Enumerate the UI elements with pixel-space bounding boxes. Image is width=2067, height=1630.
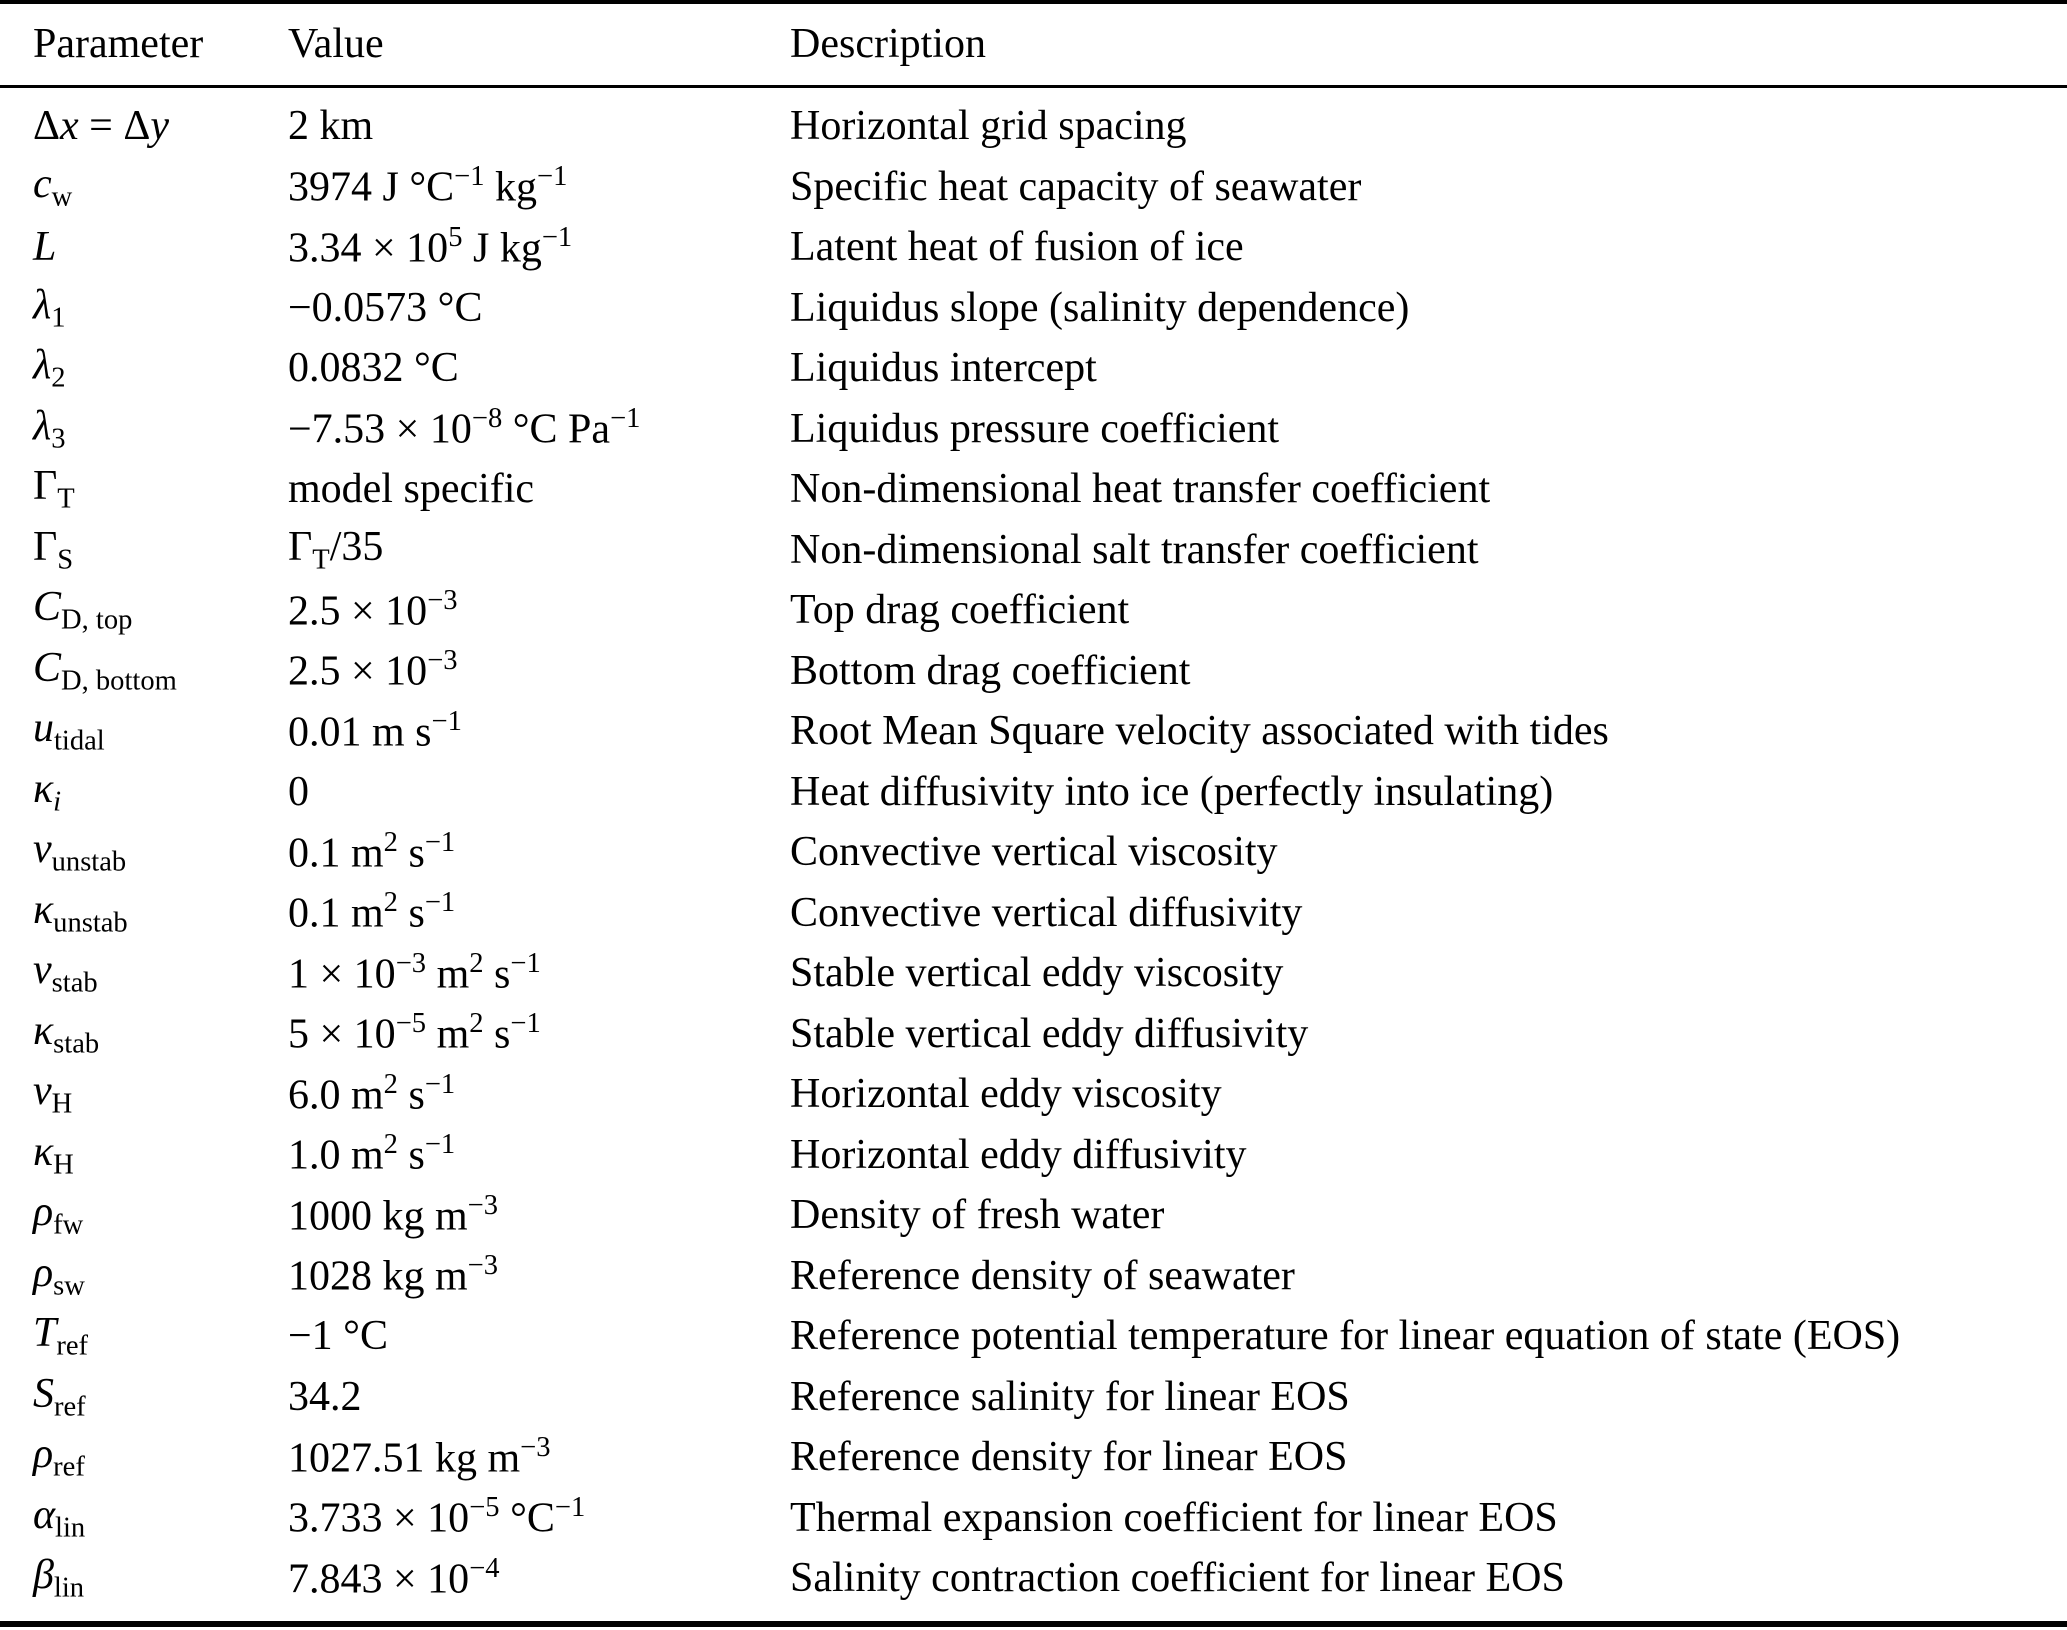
param-cell: $\Gamma_S$: [33, 523, 74, 576]
param-cell: $C_{D, bottom}$: [33, 644, 177, 697]
description-cell: Density of fresh water: [790, 1192, 1165, 1239]
description-cell: Salinity contraction coefficient for linear EOS: [790, 1555, 1565, 1602]
table-row: [0, 520, 2067, 581]
table-row: [0, 883, 2067, 944]
param-cell: $\rho_{ref}$: [33, 1431, 85, 1484]
description-cell: Reference density for linear EOS: [790, 1434, 1348, 1481]
param-cell: $\nu_H$: [33, 1068, 73, 1121]
value-cell: 1.0 $m^2$ $s^{-1}$: [288, 1129, 456, 1180]
value-cell: $7.843 \times 10^{-4}$: [288, 1552, 500, 1603]
param-cell: $S_{ref}$: [33, 1370, 86, 1423]
value-cell: 0: [288, 768, 309, 815]
value-cell: 0.1 $m^2$ $s^{-1}$: [288, 887, 456, 938]
table-row: [0, 641, 2067, 702]
description-cell: Specific heat capacity of seawater: [790, 163, 1362, 210]
value-cell: 34.2: [288, 1373, 362, 1420]
value-cell: $5 \times 10^{-5}$ $m^2$ $s^{-1}$: [288, 1008, 541, 1059]
description-cell: Liquidus slope (salinity dependence): [790, 284, 1410, 331]
description-cell: Reference density of seawater: [790, 1252, 1295, 1299]
description-cell: Convective vertical viscosity: [790, 829, 1278, 876]
table-row: [0, 1427, 2067, 1488]
param-cell: L: [33, 224, 57, 271]
param-cell: $\lambda_3$: [33, 402, 66, 455]
description-cell: Convective vertical diffusivity: [790, 889, 1303, 936]
param-cell: $\lambda_1$: [33, 281, 66, 334]
param-cell: $T_{ref}$: [33, 1310, 89, 1363]
description-cell: Stable vertical eddy viscosity: [790, 950, 1284, 997]
param-cell: $\rho_{sw}$: [33, 1249, 85, 1302]
param-cell: $\lambda_2$: [33, 342, 66, 395]
value-cell: 1028 kg $m^{-3}$: [288, 1250, 499, 1301]
table-row: [0, 822, 2067, 883]
value-cell: 2 km: [288, 103, 374, 150]
table-row: [0, 217, 2067, 278]
description-cell: Reference potential temperature for linear equation of state (EOS): [790, 1313, 1901, 1360]
value-cell: 0.0832 °C: [288, 345, 459, 392]
param-cell: $\alpha_{lin}$: [33, 1491, 86, 1544]
value-cell: $-7.53 \times 10^{-8}$ °C $Pa^{-1}$: [288, 403, 641, 454]
description-cell: Horizontal eddy viscosity: [790, 1071, 1222, 1118]
value-cell: 6.0 $m^2$ $s^{-1}$: [288, 1068, 456, 1119]
value-cell: $3.733 \times 10^{-5}$ $^\circ C^{-1}$: [288, 1492, 586, 1543]
value-cell: $1 \times 10^{-3}$ $m^2$ $s^{-1}$: [288, 947, 541, 998]
table-row: [0, 1488, 2067, 1549]
column-header-value: Value: [288, 20, 384, 67]
param-cell: $\kappa_{unstab}$: [33, 886, 128, 939]
value-cell: −1 °C: [288, 1313, 388, 1360]
table-row: [0, 701, 2067, 762]
table-row: [0, 459, 2067, 520]
value-cell: 0.1 $m^2$ $s^{-1}$: [288, 826, 456, 877]
param-cell: $\nu_{unstab}$: [33, 826, 127, 879]
table-row: [0, 1548, 2067, 1609]
column-header-parameter: Parameter: [33, 20, 204, 67]
table-row: [0, 157, 2067, 218]
value-cell: −0.0573 °C: [288, 284, 483, 331]
description-cell: Root Mean Square velocity associated with tides: [790, 708, 1609, 755]
param-cell: $c_w$: [33, 160, 73, 213]
table-row: [0, 399, 2067, 460]
table-row: [0, 1125, 2067, 1186]
table-header-row: [0, 2, 2067, 85]
value-cell: 0.01 m $s^{-1}$: [288, 705, 462, 756]
description-cell: Top drag coefficient: [790, 587, 1130, 634]
description-cell: Reference salinity for linear EOS: [790, 1373, 1350, 1420]
param-cell: Δx = Δy: [33, 103, 170, 150]
description-cell: Liquidus intercept: [790, 345, 1097, 392]
table-row: [0, 278, 2067, 339]
param-cell: $\nu_{stab}$: [33, 947, 98, 1000]
value-cell: model specific: [288, 466, 535, 513]
table-row: [0, 580, 2067, 641]
param-cell: $\beta_{lin}$: [33, 1552, 85, 1605]
value-cell: $3.34 \times 10^5$ J $kg^{-1}$: [288, 221, 573, 272]
description-cell: Thermal expansion coefficient for linear EOS: [790, 1494, 1558, 1541]
description-cell: Latent heat of fusion of ice: [790, 224, 1244, 271]
table-row: [0, 762, 2067, 823]
param-cell: $\Gamma_T$: [33, 463, 75, 516]
value-cell: 1000 kg $m^{-3}$: [288, 1189, 499, 1240]
table-row: [0, 1306, 2067, 1367]
table-row: [0, 96, 2067, 157]
value-cell: $\Gamma_T/35$: [288, 523, 384, 576]
table-row: [0, 1367, 2067, 1428]
param-cell: $u_{tidal}$: [33, 705, 105, 758]
table-row: [0, 1064, 2067, 1125]
value-cell: 3974 J $^\circ C^{-1}$ $kg^{-1}$: [288, 161, 568, 212]
table-body: [0, 96, 2067, 1609]
param-cell: $\kappa_{stab}$: [33, 1007, 100, 1060]
table-row: [0, 943, 2067, 1004]
param-cell: $\kappa_i$: [33, 765, 62, 818]
table-row: [0, 1185, 2067, 1246]
table-row: [0, 338, 2067, 399]
param-cell: $\kappa_H$: [33, 1128, 74, 1181]
description-cell: Horizontal eddy diffusivity: [790, 1131, 1247, 1178]
table-row: [0, 1246, 2067, 1307]
column-header-description: Description: [790, 20, 986, 67]
description-cell: Horizontal grid spacing: [790, 103, 1187, 150]
description-cell: Stable vertical eddy diffusivity: [790, 1010, 1309, 1057]
description-cell: Bottom drag coefficient: [790, 647, 1191, 694]
value-cell: $2.5 \times 10^{-3}$: [288, 584, 458, 635]
table-row: [0, 1004, 2067, 1065]
bottom-rule: [0, 1621, 2067, 1627]
description-cell: Non-dimensional salt transfer coefficient: [790, 526, 1479, 573]
description-cell: Liquidus pressure coefficient: [790, 405, 1280, 452]
param-cell: $\rho_{fw}$: [33, 1189, 84, 1242]
value-cell: 1027.51 kg $m^{-3}$: [288, 1431, 551, 1482]
header-rule: [0, 85, 2067, 88]
description-cell: Heat diffusivity into ice (perfectly insulating): [790, 768, 1554, 815]
value-cell: $2.5 \times 10^{-3}$: [288, 645, 458, 696]
param-cell: $C_{D, top}$: [33, 584, 133, 637]
description-cell: Non-dimensional heat transfer coefficient: [790, 466, 1491, 513]
